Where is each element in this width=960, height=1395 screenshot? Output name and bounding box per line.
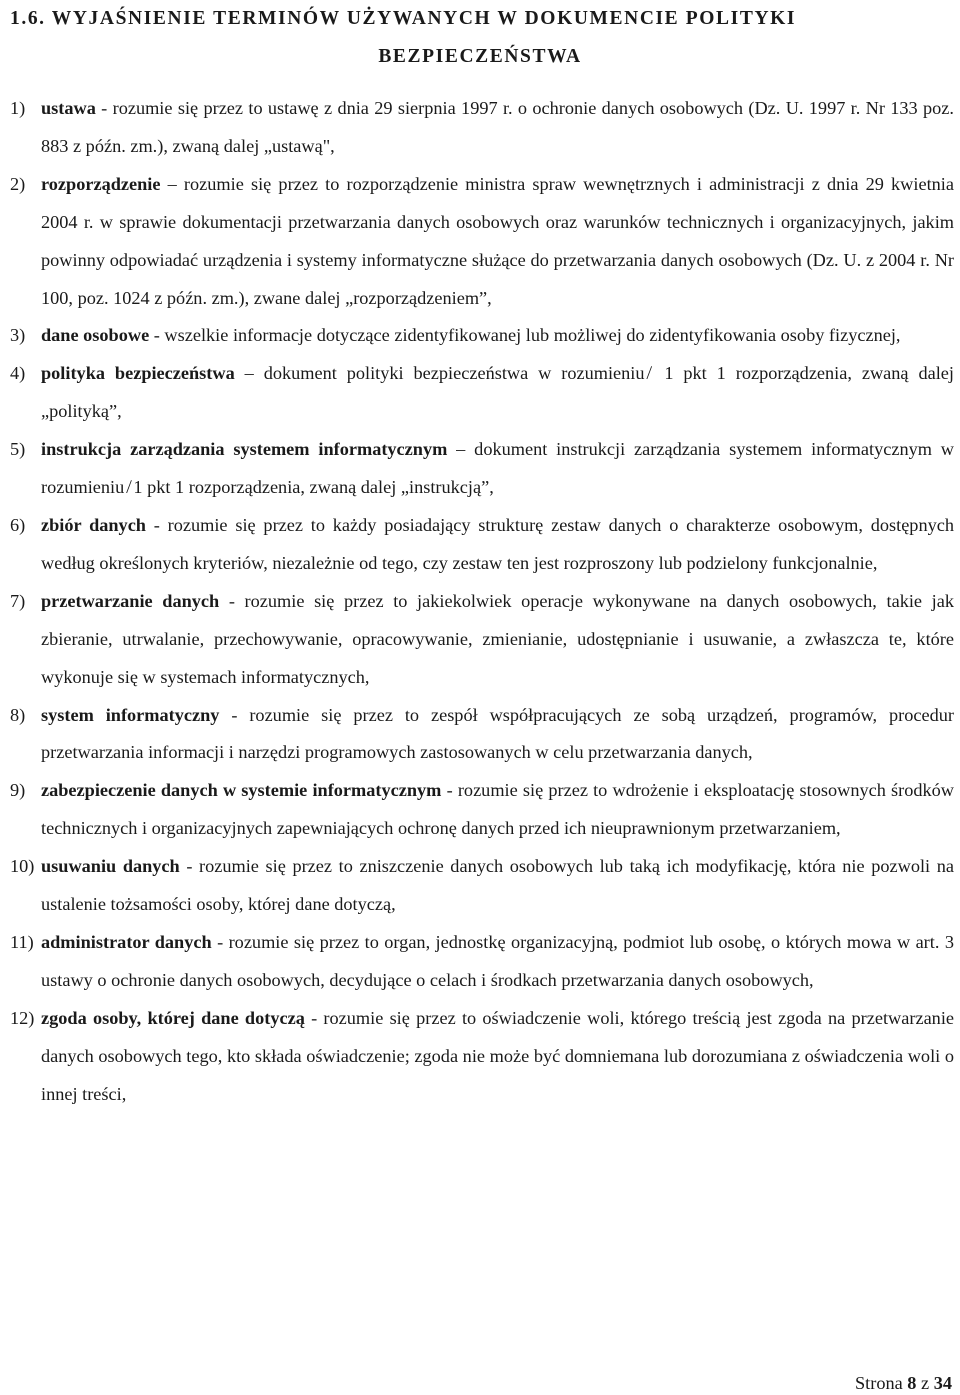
definition-term: ustawa (41, 98, 96, 118)
definition-number: 10) (10, 856, 35, 877)
definition-number: 9) (10, 780, 26, 801)
definition-text: - rozumie się przez to oświadczenie woli, którego treścią jest zgoda na przetwarzanie danych osobowych tego, kto składa oświadczenie; zgoda nie może być domniemana lub dorozumiana z oświadczenia woli o innej treści, (41, 1007, 955, 1104)
definition-term: dane osobowe (41, 325, 150, 346)
definition-term: usuwaniu danych (41, 856, 180, 877)
footer-page-label: Strona (854, 1373, 903, 1393)
definition-text: – dokument instrukcji zarządzania systemem informatycznym w rozumieniu ̸ 1 pkt 1 rozporządzenia, zwaną dalej „instrukcją”, (41, 439, 954, 498)
definition-term: instrukcja zarządzania systemem informatycznym (41, 439, 448, 460)
definition-term: zabezpieczenie danych w systemie informatycznym (41, 780, 442, 801)
definition-number: 11) (10, 931, 34, 952)
definition-number: 2) (10, 173, 26, 194)
definition-item (10, 583, 954, 697)
definition-item (10, 924, 954, 1000)
definition-text: – rozumie się przez to rozporządzenie ministra spraw wewnętrznych i administracji z dnia 29 kwietnia 2004 r. w sprawie dokumentacji przetwarzania danych osobowych oraz warunków technicznych i organizacyjnych, jakim powinny odpowiadać urządzenia i systemy informatyczne służące do przetwarzania danych osobowych (Dz. U. z 2004 r. Nr 100, poz. 1024 z późn. zm.), zwane dalej „rozporządzeniem”, (41, 173, 954, 308)
definition-number: 8) (10, 704, 26, 725)
definition-text: - rozumie się przez to wdrożenie i eksploatację stosownych środków technicznych i organizacyjnych zapewniających ochronę danych przed ich nieuprawnionym przetwarzaniem, (41, 780, 954, 839)
definition-term: zgoda osoby, której dane dotyczą (41, 1007, 305, 1028)
definition-item (10, 1000, 954, 1114)
footer-of-label: z (921, 1373, 930, 1393)
definition-term: zbiór danych (41, 514, 146, 535)
definition-term: polityka bezpieczeństwa (41, 363, 235, 384)
definition-item (10, 848, 954, 924)
definition-text: – dokument polityki bezpieczeństwa w rozumieniu ̸ 1 pkt 1 rozporządzenia, zwaną dalej „polityką”, (41, 363, 954, 422)
definition-text: - rozumie się przez to każdy posiadający strukturę zestaw danych o charakterze osobowym, dostępnych według określonych kryteriów, niezależnie od tego, czy zestaw ten jest rozproszony lub podzielony funkcjonalnie, (41, 514, 954, 573)
definition-number: 7) (10, 590, 26, 611)
definition-number: 6) (10, 514, 26, 535)
definition-text: - wszelkie informacje dotyczące zidentyfikowanej lub możliwej do zidentyfikowania osoby fizycznej, (149, 325, 901, 346)
page-footer (855, 1373, 952, 1394)
definition-item (10, 697, 954, 773)
definition-number: 1) (10, 98, 26, 118)
definitions-list (10, 90, 954, 1113)
definition-number: 4) (10, 363, 26, 384)
definition-term: administrator danych (41, 931, 212, 952)
definition-term: przetwarzanie danych (41, 590, 220, 611)
heading-line-1: 1.6. WYJAŚNIENIE TERMINÓW UŻYWANYCH W DOKUMENCIE POLITYKI (10, 8, 797, 29)
footer-page-current: 8 (907, 1373, 917, 1393)
definition-item (10, 317, 954, 355)
footer-page-total: 34 (933, 1373, 952, 1393)
definition-text: - rozumie się przez to zniszczenie danych osobowych lub taką ich modyfikację, która nie pozwoli na ustalenie tożsamości osoby, której dane dotyczą, (41, 856, 954, 915)
heading-line-2: BEZPIECZEŃSTWA (378, 46, 582, 67)
definition-text: - rozumie się przez to zespół współpracujących ze sobą urządzeń, programów, procedur przetwarzania informacji i narzędzi programowych zastosowanych w celu przetwarzania danych, (41, 704, 954, 763)
definition-text: - rozumie się przez to jakiekolwiek operacje wykonywane na danych osobowych, takie jak zbieranie, utrwalanie, przechowywanie, opracowywanie, zmienianie, udostępnianie i usuwanie, a zwłaszcza te, które wykonuje się w systemach informatycznych, (41, 590, 954, 687)
definition-term: system informatyczny (41, 704, 220, 725)
definition-item (10, 90, 954, 166)
definition-item (10, 507, 954, 583)
definition-text: - rozumie się przez to organ, jednostkę organizacyjną, podmiot lub osobę, o których mowa w art. 3 ustawy o ochronie danych osobowych, decydujące o celach i środkach przetwarzania danych osobowych, (41, 931, 954, 990)
definition-item (10, 772, 954, 848)
section-heading (10, 0, 950, 76)
definition-term: rozporządzenie (41, 173, 161, 194)
definition-number: 5) (10, 439, 26, 460)
definition-text: - rozumie się przez to ustawę z dnia 29 sierpnia 1997 r. o ochronie danych osobowych (Dz. U. 1997 r. Nr 133 poz. 883 z późn. zm.), zwaną dalej „ustawą", (41, 98, 954, 156)
definition-number: 12) (10, 1007, 35, 1028)
definition-number: 3) (10, 325, 26, 346)
definition-item (10, 355, 954, 431)
definition-item (10, 431, 954, 507)
definition-item (10, 166, 954, 318)
